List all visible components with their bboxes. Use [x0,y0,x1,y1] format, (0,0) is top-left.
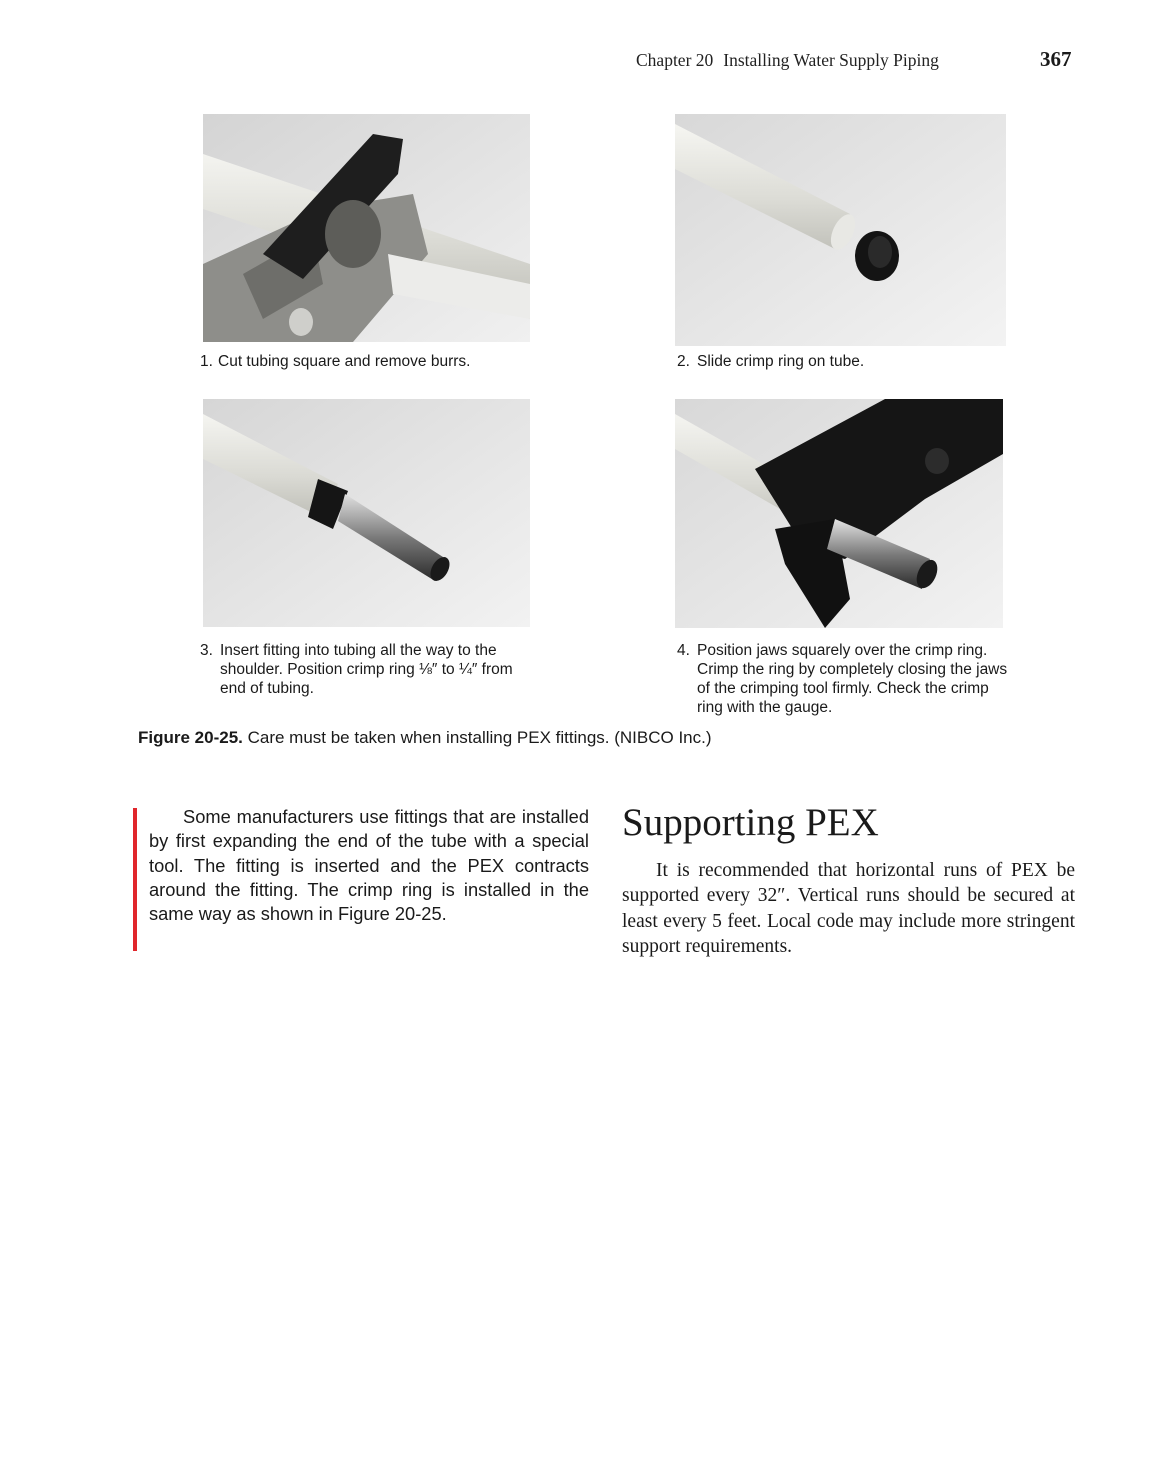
photo-crimp-tool [675,399,1003,628]
body-paragraph-left: Some manufacturers use fittings that are installed by first expanding the end of the tube with a special tool. The fitting is inserted and the PEX contracts around the fitting. The crimp ring is installed in the same way as shown in Figure 20-25. [149,806,589,925]
running-head [636,50,939,71]
photo-insert-fitting [203,399,530,627]
section-heading: Supporting PEX [622,801,879,844]
change-bar [133,808,137,951]
body-paragraph-right: It is recommended that horizontal runs of PEX be supported every 32″. Vertical runs should be secured at least every 5 feet. Local code may include more stringent support requirements. [622,860,1075,957]
photo-slide-crimp-ring [675,114,1006,346]
figure-caption [138,728,712,748]
step-number: 3. [200,642,213,659]
figure-caption-text: Care must be taken when installing PEX fittings. (NIBCO Inc.) [242,728,712,747]
page-number: 367 [1040,47,1072,71]
photo-cut-tubing [203,114,530,342]
step-text: Insert fitting into tubing all the way to the shoulder. Position crimp ring ⅛″ to ¼″ from end of tubing. [220,642,513,697]
chapter-number: Chapter 20 [636,50,714,70]
chapter-title: Installing Water Supply Piping [723,50,939,70]
figure-label: Figure 20-25. [138,728,243,747]
step-number: 4. [677,642,690,659]
step-text: Position jaws squarely over the crimp ring. Crimp the ring by completely closing the jaws of the crimping tool firmly. Check the crimp ring with the gauge. [697,642,1008,716]
step-number: 1. [200,353,213,370]
step-text: Slide crimp ring on tube. [697,353,865,370]
step-number: 2. [677,353,690,370]
step-text: Cut tubing square and remove burrs. [218,353,471,370]
